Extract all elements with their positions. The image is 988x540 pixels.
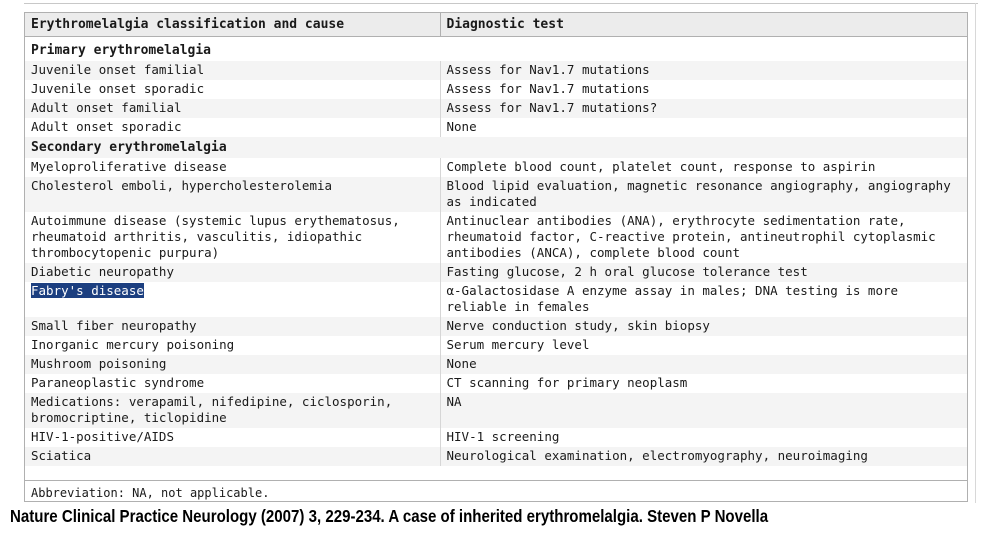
table-row [25, 61, 967, 80]
test-cell: Antinuclear antibodies (ANA), erythrocyte sedimentation rate, rheumatoid factor, C-reactive protein, antineutrophil cytoplasmic antibodies (ANCA), complete blood count [446, 213, 936, 260]
cause-cell: HIV-1-positive/AIDS [25, 428, 440, 447]
table-row [25, 177, 967, 212]
cause-cell [25, 282, 440, 317]
table-row [25, 317, 967, 336]
header-classification: Erythromelalgia classification and cause [25, 13, 440, 37]
header-diagnostic-test: Diagnostic test [440, 13, 967, 37]
table-row [25, 428, 967, 447]
citation-caption: Nature Clinical Practice Neurology (2007) 3, 229-234. A case of inherited erythromelalgia. Steven P Novella [10, 506, 769, 526]
classification-table [25, 13, 967, 466]
test-cell: Assess for Nav1.7 mutations [446, 81, 650, 96]
test-cell: Neurological examination, electromyography, neuroimaging [440, 447, 967, 466]
selected-text[interactable]: Fabry's disease [31, 283, 144, 298]
table-header-row [25, 13, 967, 37]
table-row [25, 99, 967, 118]
cause-cell: Myeloproliferative disease [25, 158, 440, 177]
cause-cell: Diabetic neuropathy [25, 263, 440, 282]
test-cell: None [446, 119, 477, 134]
section-heading: Secondary erythromelalgia [25, 137, 967, 158]
test-cell: Fasting glucose, 2 h oral glucose tolerance test [440, 263, 967, 282]
test-cell: None [440, 355, 967, 374]
cause-cell: Cholesterol emboli, hypercholesterolemia [25, 177, 440, 212]
test-cell: Assess for Nav1.7 mutations [440, 61, 967, 80]
table-row [25, 393, 967, 428]
cause-cell: Sciatica [25, 447, 440, 466]
right-divider [975, 3, 979, 503]
cause-cell: Mushroom poisoning [25, 355, 440, 374]
test-cell: Serum mercury level [446, 337, 590, 352]
table-row [25, 355, 967, 374]
cause-cell: Adult onset sporadic [25, 118, 440, 137]
table-row [25, 282, 967, 317]
table-row [25, 374, 967, 393]
cause-cell: Juvenile onset familial [25, 61, 440, 80]
top-divider [24, 3, 978, 4]
table-row [25, 158, 967, 177]
abbreviation-footnote: Abbreviation: NA, not applicable. [25, 480, 967, 502]
test-cell: Nerve conduction study, skin biopsy [440, 317, 967, 336]
table-row [25, 263, 967, 282]
table-row [25, 118, 967, 137]
cause-cell: Inorganic mercury poisoning [25, 336, 440, 355]
section-row-secondary [25, 137, 967, 158]
table-row [25, 336, 967, 355]
section-row-primary [25, 40, 967, 61]
test-cell: NA [440, 393, 967, 428]
cause-cell: Autoimmune disease (systemic lupus erythematosus, rheumatoid arthritis, vasculitis, idiopathic thrombocytopenic purpura) [25, 212, 440, 263]
test-cell: Complete blood count, platelet count, response to aspirin [446, 159, 876, 174]
table-row [25, 212, 967, 263]
cause-cell: Small fiber neuropathy [25, 317, 440, 336]
cause-cell: Adult onset familial [25, 99, 440, 118]
cause-cell: Medications: verapamil, nifedipine, ciclosporin, bromocriptine, ticlopidine [25, 393, 440, 428]
table-row [25, 80, 967, 99]
test-cell: CT scanning for primary neoplasm [446, 375, 688, 390]
cause-cell: Juvenile onset sporadic [25, 80, 440, 99]
test-cell: HIV-1 screening [446, 429, 560, 444]
test-cell: Assess for Nav1.7 mutations? [440, 99, 967, 118]
cause-cell: Paraneoplastic syndrome [25, 374, 440, 393]
test-cell: Blood lipid evaluation, magnetic resonance angiography, angiography as indicated [440, 177, 967, 212]
test-cell: α-Galactosidase A enzyme assay in males; DNA testing is more reliable in females [446, 283, 899, 314]
table-row [25, 447, 967, 466]
section-heading: Primary erythromelalgia [31, 43, 212, 58]
